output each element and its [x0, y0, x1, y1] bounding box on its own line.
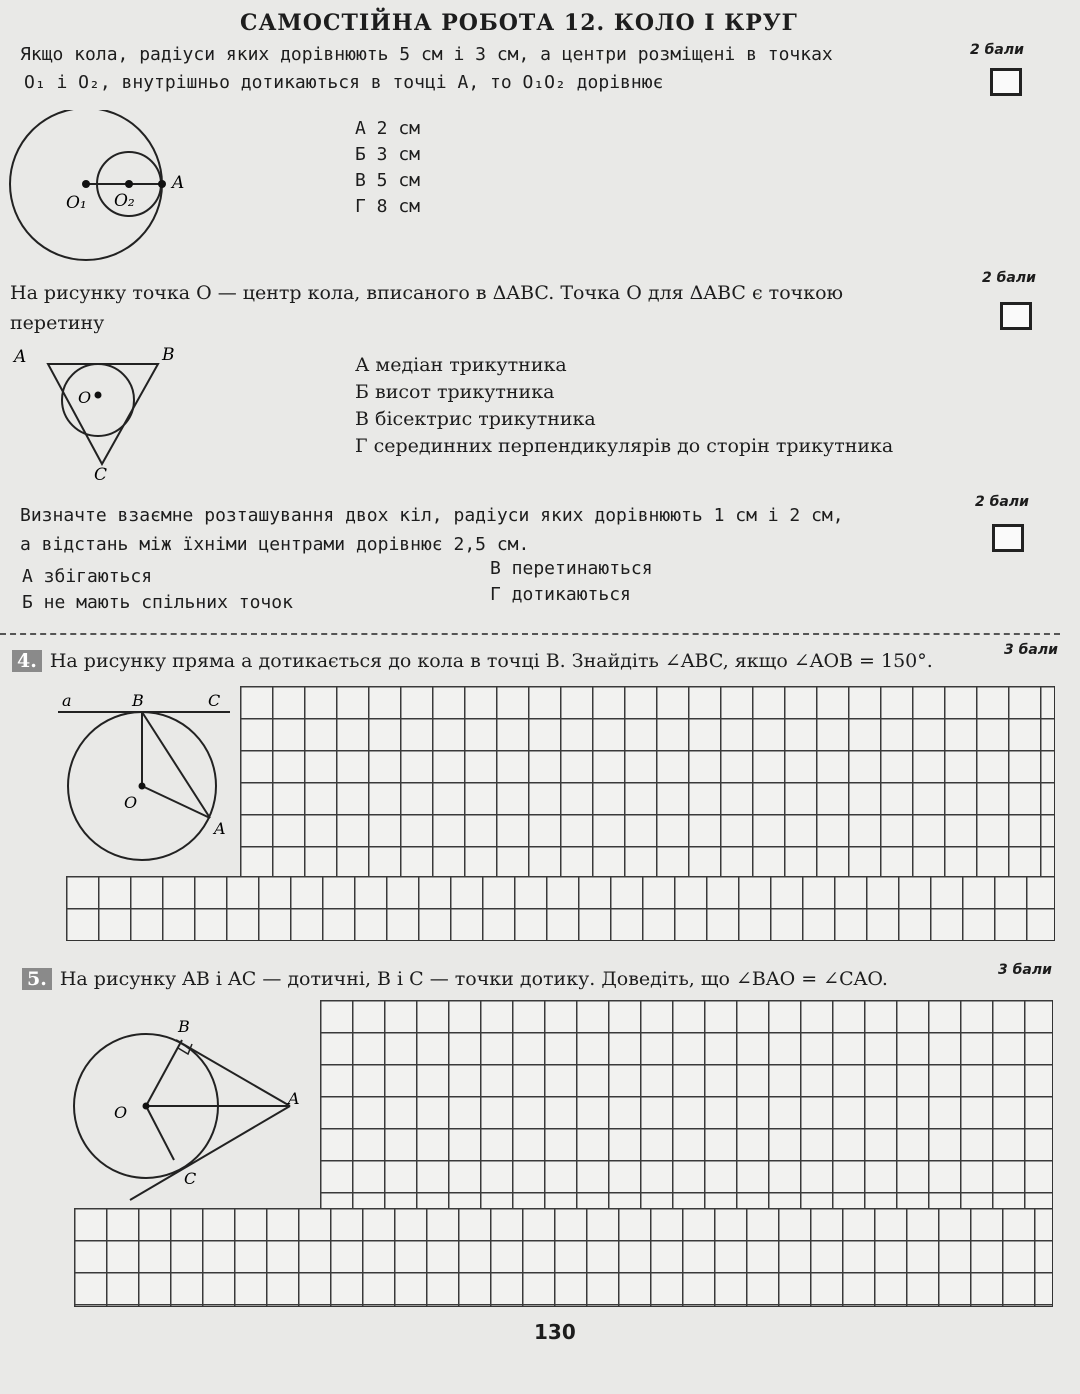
q5-radius-oc — [146, 1106, 174, 1160]
q1-label-o1: O₁ — [66, 193, 87, 213]
q2-options — [355, 352, 893, 460]
q5-text-body: На рисунку AB і AC — дотичні, B і C — точки дотику. Доведіть, що ∠BAO = ∠CAO. — [59, 968, 888, 990]
q3-text-line2: а відстань між їхніми центрами дорівнює 2,5 см. — [20, 534, 530, 555]
q4-points: 3 бали — [1004, 642, 1058, 658]
q1-options — [355, 116, 420, 220]
q1-figure — [0, 110, 200, 270]
q1-option-d[interactable]: Г 8 см — [355, 196, 421, 217]
q5-answer-grid-upper[interactable] — [320, 1000, 1053, 1211]
q2-figure — [10, 340, 200, 490]
q5-label-a: A — [288, 1089, 300, 1108]
q2-option-a[interactable]: А медіан трикутника — [355, 354, 567, 376]
q3-option-b[interactable]: Б не мають спільних точок — [22, 592, 293, 613]
q2-point-o — [95, 392, 102, 399]
q1-option-c[interactable]: В 5 см — [355, 170, 421, 191]
q2-incircle — [62, 364, 134, 436]
q5-label-o: O — [114, 1103, 128, 1122]
q3-option-a[interactable]: А збігаються — [22, 566, 153, 587]
q2-text-line2: перетину — [10, 312, 105, 334]
q4-answer-grid-lower[interactable] — [66, 876, 1055, 941]
q1-points: 2 бали — [970, 42, 1024, 58]
q2-label-o: O — [78, 388, 92, 407]
q5-radius-ob — [146, 1040, 182, 1106]
q5-label-b: B — [178, 1017, 190, 1036]
q4-label-line-a: a — [62, 691, 72, 710]
q1-point-o1 — [82, 180, 90, 188]
q4-label-a: A — [214, 819, 226, 838]
q1-point-o2 — [125, 180, 133, 188]
q4-text — [12, 650, 933, 672]
q2-text-line1: На рисунку точка O — центр кола, вписаного в ΔABC. Точка O для ΔABC є точкою — [10, 282, 844, 304]
q1-option-a[interactable]: А 2 см — [355, 118, 421, 139]
q2-option-b[interactable]: Б висот трикутника — [355, 381, 555, 403]
q4-text-body: На рисунку пряма a дотикається до кола в точці B. Знайдіть ∠ABC, якщо ∠AOB = 150°. — [49, 650, 933, 672]
page-number: 130 — [534, 1320, 576, 1344]
q1-option-b[interactable]: Б 3 см — [355, 144, 421, 165]
q4-label-c: C — [208, 691, 221, 710]
q1-answer-box[interactable] — [990, 68, 1022, 96]
q2-option-c[interactable]: В бісектрис трикутника — [355, 408, 596, 430]
q2-answer-box[interactable] — [1000, 302, 1032, 330]
q5-point-o — [143, 1103, 150, 1110]
q2-label-a: A — [14, 347, 27, 367]
q5-number: 5. — [22, 968, 52, 990]
q5-answer-grid-lower[interactable] — [74, 1208, 1053, 1307]
q1-label-o2: O₂ — [114, 191, 135, 211]
q5-text — [22, 968, 888, 990]
q3-text-line1: Визначте взаємне розташування двох кіл, радіуси яких дорівнюють 1 см і 2 см, — [20, 505, 844, 526]
q1-label-a: A — [172, 173, 185, 193]
q5-tangent-ab — [176, 1040, 290, 1106]
section-divider — [0, 633, 1060, 635]
q4-point-o — [139, 783, 146, 790]
q5-label-c: C — [184, 1169, 197, 1188]
q4-label-b: B — [132, 691, 144, 710]
q4-answer-grid-upper[interactable] — [240, 686, 1055, 881]
q2-label-b: B — [162, 345, 175, 365]
q2-points: 2 бали — [982, 270, 1036, 286]
q1-text-line1: Якщо кола, радіуси яких дорівнюють 5 см і 3 см, а центри розміщені в точках — [20, 44, 833, 65]
q5-figure — [70, 1010, 320, 1210]
q2-option-d[interactable]: Г серединних перпендикулярів до сторін трикутника — [355, 435, 894, 457]
q1-point-a — [158, 180, 166, 188]
q3-answer-box[interactable] — [992, 524, 1024, 552]
q5-points: 3 бали — [998, 962, 1052, 978]
q2-label-c: C — [94, 465, 108, 485]
q3-points: 2 бали — [975, 494, 1029, 510]
q4-number: 4. — [12, 650, 42, 672]
q1-text-line2: O₁ і O₂, внутрішньо дотикаються в точці A, то O₁O₂ дорівнює — [24, 72, 664, 93]
q3-option-c[interactable]: В перетинаються — [490, 558, 653, 579]
q3-option-d[interactable]: Г дотикаються — [490, 584, 631, 605]
q4-label-o: O — [124, 793, 138, 812]
q4-figure — [50, 690, 250, 870]
page-title: САМОСТІЙНА РОБОТА 12. КОЛО І КРУГ — [240, 10, 798, 36]
